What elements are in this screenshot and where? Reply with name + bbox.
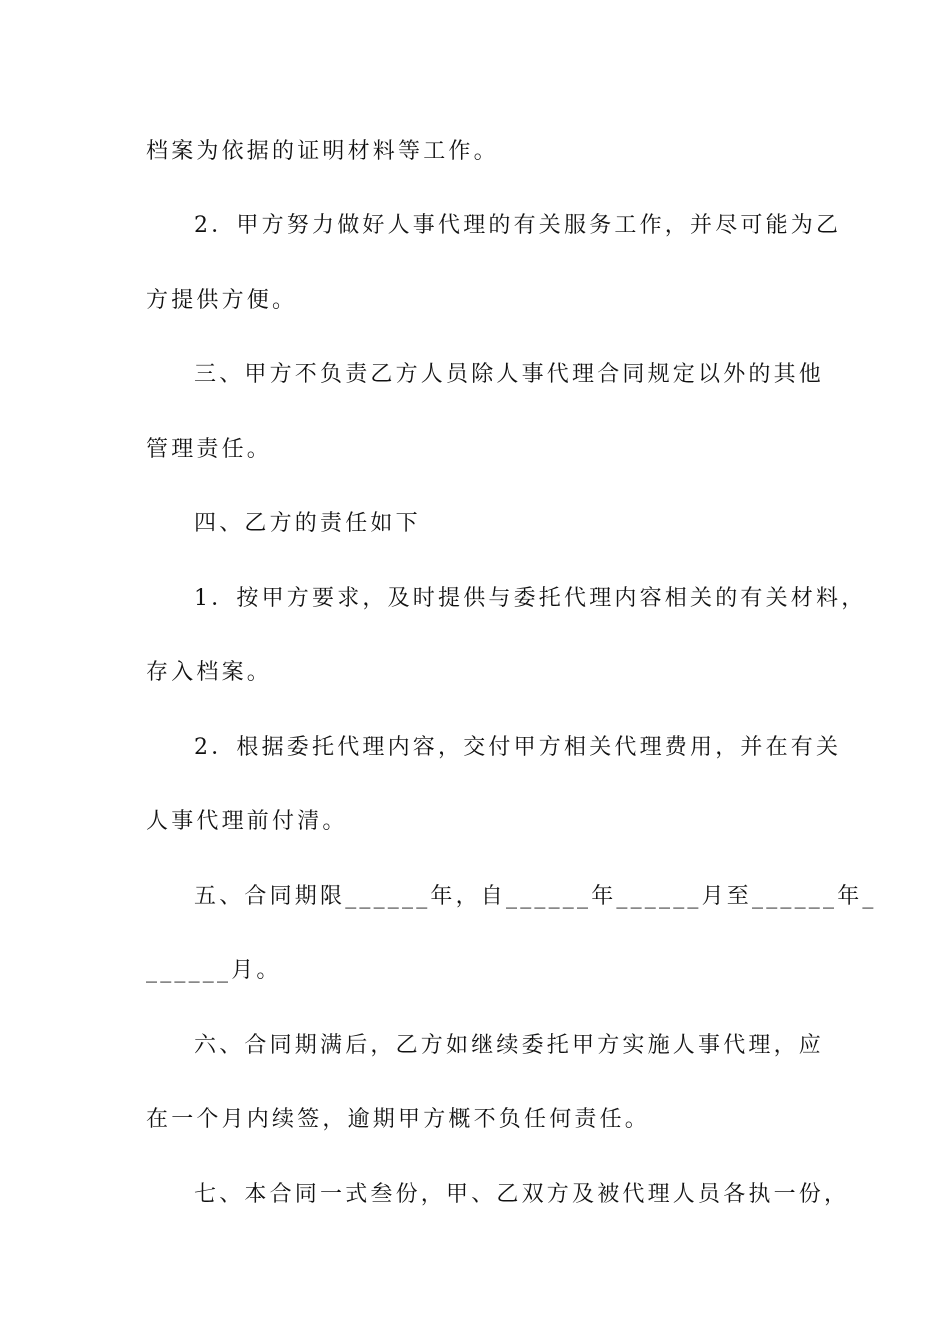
text-line-9: 2．根据委托代理内容，交付甲方相关代理费用，并在有关	[194, 735, 842, 760]
text-line-15: 七、本合同一式叁份，甲、乙双方及被代理人员各执一份，	[194, 1182, 850, 1207]
text-line-12: ______月。	[146, 958, 282, 983]
text-line-14: 在一个月内续签，逾期甲方概不负任何责任。	[146, 1107, 651, 1132]
text-line-11: 五、合同期限______年，自______年______月至______年_	[194, 884, 877, 909]
text-line-3: 方提供方便。	[146, 288, 298, 313]
text-line-2: 2．甲方努力做好人事代理的有关服务工作，并尽可能为乙	[194, 213, 842, 238]
text-line-4: 三、甲方不负责乙方人员除人事代理合同规定以外的其他	[194, 362, 825, 387]
text-line-5: 管理责任。	[146, 437, 273, 462]
text-line-8: 存入档案。	[146, 660, 273, 685]
text-line-13: 六、合同期满后，乙方如继续委托甲方实施人事代理，应	[194, 1033, 825, 1058]
text-line-6: 四、乙方的责任如下	[194, 511, 421, 536]
text-line-10: 人事代理前付清。	[146, 809, 348, 834]
text-line-7: 1．按甲方要求，及时提供与委托代理内容相关的有关材料，	[194, 586, 867, 611]
text-line-1: 档案为依据的证明材料等工作。	[146, 139, 499, 164]
